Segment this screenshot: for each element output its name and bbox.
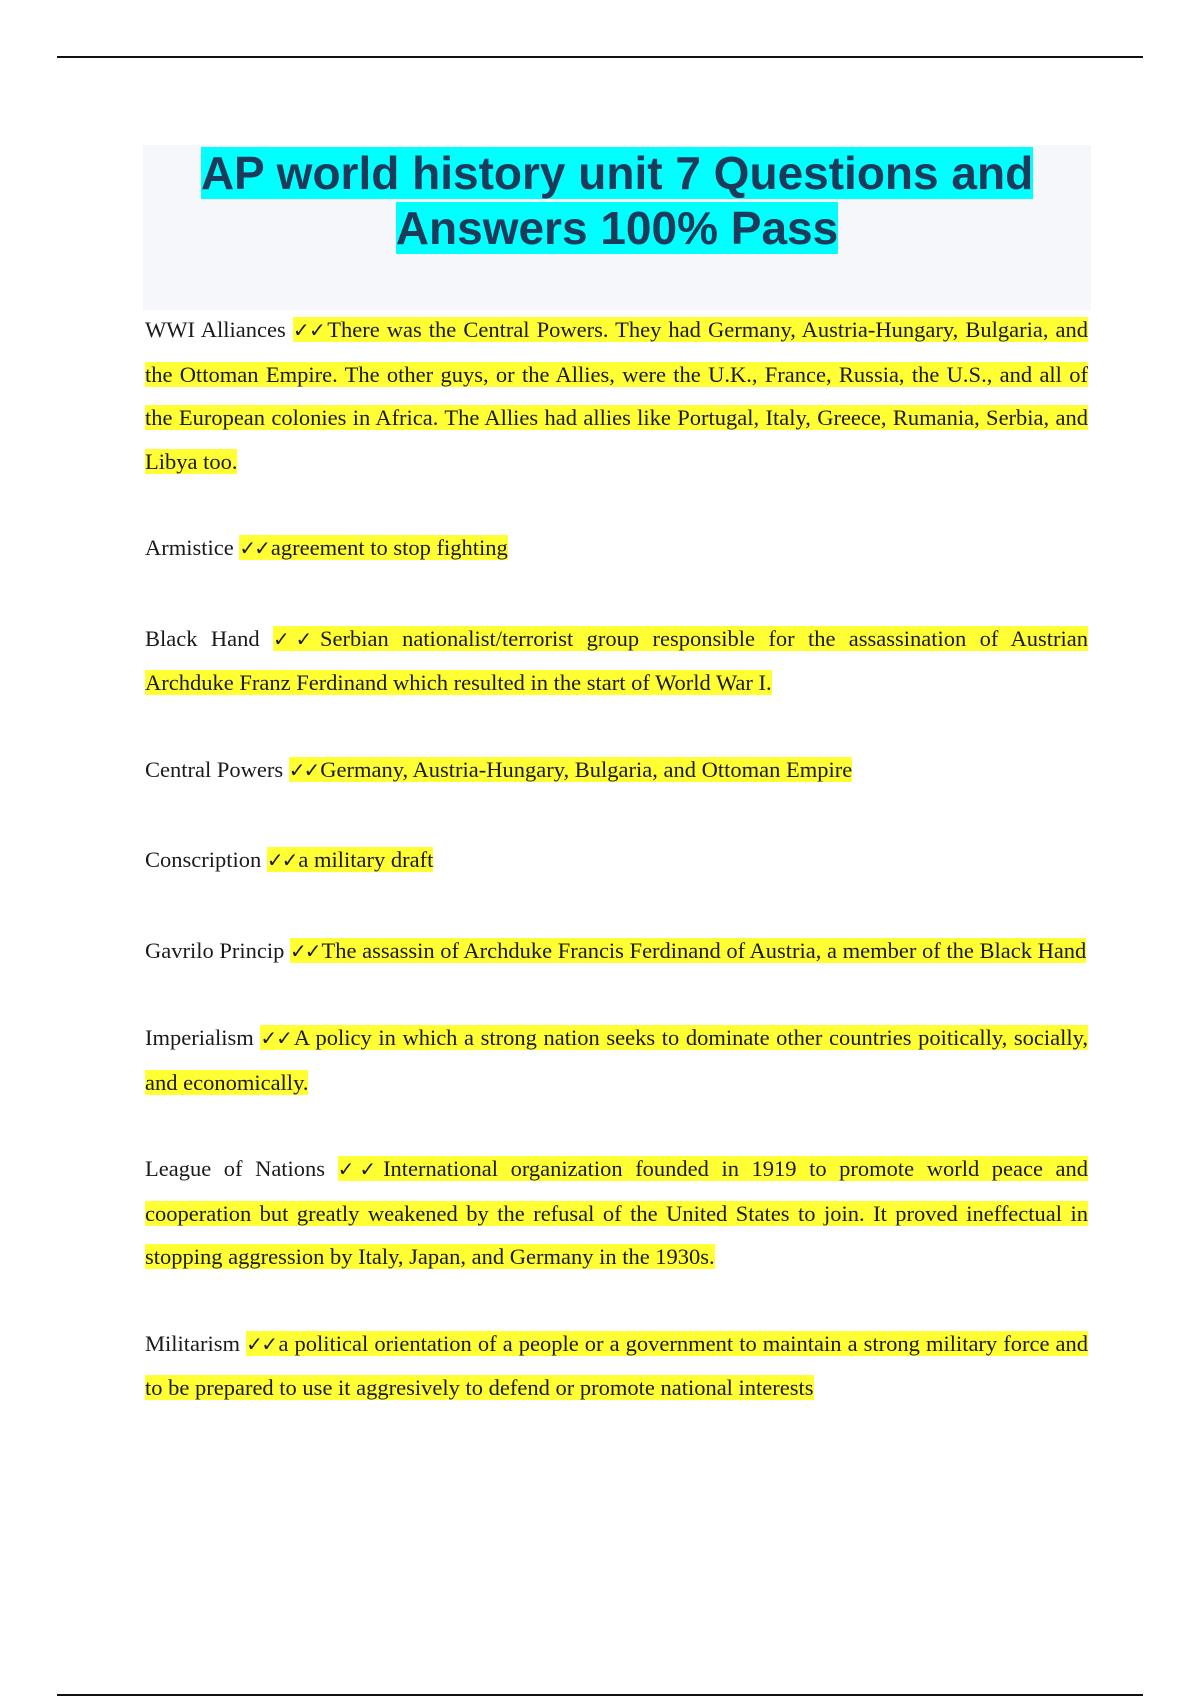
double-checkmark-icon: ✓✓ [239,536,269,560]
qa-entry-imperialism [145,1016,1088,1104]
answer-text: ✓✓International organization founded in 1919 to promote world peace and cooperation but greatly weakened by the refusal of the United States to join. It proved ineffectual in stopping aggression by Italy, Japan, and Germany in the 1930s. [145,1156,1089,1269]
answer-text: ✓✓The assassin of Archduke Francis Ferdinand of Austria, a member of the Black Hand [289,937,1087,963]
term-label: Gavrilo Princip [145,937,285,963]
page-title [143,145,1091,256]
qa-list [145,308,1088,1410]
term-label: Militarism [145,1330,240,1356]
term-label: Black Hand [145,625,260,651]
title-block [143,145,1091,310]
double-checkmark-icon: ✓✓ [292,318,326,342]
title-line-2: Answers 100% Pass [395,202,839,254]
qa-entry-militarism [145,1322,1088,1410]
double-checkmark-icon: ✓✓ [246,1331,277,1356]
double-checkmark-icon: ✓✓ [289,938,320,963]
answer-text: ✓✓Serbian nationalist/terrorist group responsible for the assassination of Austrian Archduke Franz Ferdinand which resulted in the start of World War I. [145,625,1089,695]
double-checkmark-icon: ✓✓ [272,626,318,651]
qa-entry-wwi-alliances [145,308,1088,483]
title-line-1: AP world history unit 7 Questions and [200,147,1034,199]
answer-text: ✓✓agreement to stop fighting [239,535,508,560]
term-label: Imperialism [145,1025,254,1050]
term-label: Conscription [145,847,262,872]
answer-text: ✓✓a military draft [266,847,434,872]
qa-entry-armistice [145,526,1088,571]
qa-entry-central-powers [145,748,1088,793]
term-label: WWI Alliances [145,317,286,342]
double-checkmark-icon: ✓✓ [260,1026,292,1050]
answer-text: ✓✓a political orientation of a people or a government to maintain a strong military force and to be prepared to use it aggresively to defend or promote national interests [145,1330,1089,1400]
answer-text: ✓✓Germany, Austria-Hungary, Bulgaria, and Ottoman Empire [288,756,853,782]
qa-entry-league-of-nations [145,1147,1088,1279]
answer-text: ✓✓A policy in which a strong nation seeks to dominate other countries poitically, socially, and economically. [145,1025,1089,1095]
double-checkmark-icon: ✓✓ [266,848,297,872]
top-rule [57,56,1143,58]
qa-entry-black-hand [145,617,1088,705]
double-checkmark-icon: ✓✓ [288,757,319,782]
term-label: Armistice [145,535,234,560]
term-label: League of Nations [145,1156,326,1181]
qa-entry-gavrilo-princip [145,929,1088,974]
term-label: Central Powers [145,756,284,782]
answer-text: ✓✓There was the Central Powers. They had Germany, Austria-Hungary, Bulgaria, and the Ottoman Empire. The other guys, or the Allies, were the U.K., France, Russia, the U.S., and all of the European colonies in Africa. The Allies had allies like Portugal, Italy, Greece, Rumania, Serbia, and Libya too. [145,317,1089,474]
double-checkmark-icon: ✓✓ [337,1157,382,1181]
qa-entry-conscription [145,838,1088,883]
bottom-rule [57,1694,1143,1696]
